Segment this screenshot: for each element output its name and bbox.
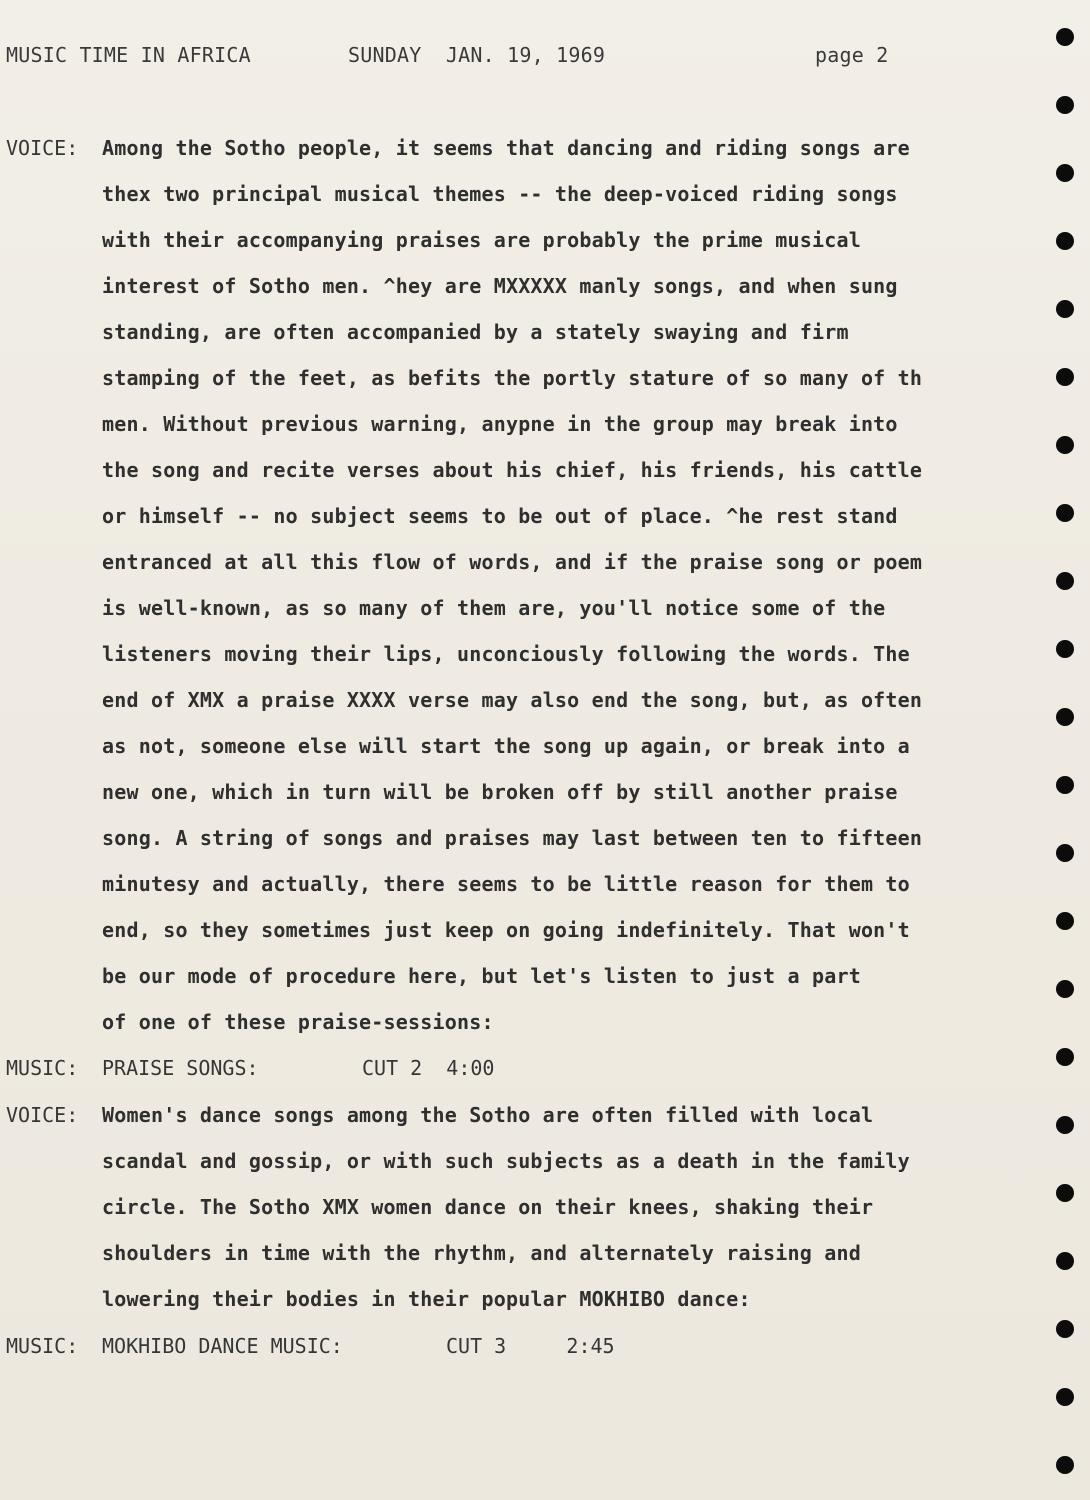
binder-hole bbox=[1056, 640, 1074, 658]
binder-hole bbox=[1056, 368, 1074, 386]
script-line: with their accompanying praises are probably the prime musical bbox=[102, 228, 861, 252]
script-line: new one, which in turn will be broken off by still another praise bbox=[102, 780, 898, 804]
script-line: listeners moving their lips, unconciously following the words. The bbox=[102, 642, 910, 666]
script-line: end of XMX a praise XXXX verse may also end the song, but, as often bbox=[102, 688, 923, 712]
binder-hole bbox=[1056, 96, 1074, 114]
binder-hole bbox=[1056, 1456, 1074, 1474]
binder-hole bbox=[1056, 1048, 1074, 1066]
script-line: standing, are often accompanied by a stately swaying and firm bbox=[102, 320, 849, 344]
script-line: Women's dance songs among the Sotho are often filled with local bbox=[102, 1103, 874, 1127]
script-line: stamping of the feet, as befits the portly stature of so many of th bbox=[102, 366, 923, 390]
speaker-label-music: MUSIC: bbox=[6, 1056, 79, 1080]
binder-hole bbox=[1056, 776, 1074, 794]
script-line: of one of these praise-sessions: bbox=[102, 1010, 494, 1034]
binder-hole bbox=[1056, 980, 1074, 998]
music-cue-cut: CUT 2 4:00 bbox=[362, 1056, 495, 1080]
script-line: circle. The Sotho XMX women dance on their knees, shaking their bbox=[102, 1195, 874, 1219]
script-line: shoulders in time with the rhythm, and alternately raising and bbox=[102, 1241, 861, 1265]
music-cue-title: PRAISE SONGS: bbox=[102, 1056, 259, 1080]
script-line: song. A string of songs and praises may last between ten to fifteen bbox=[102, 826, 923, 850]
script-line: minutesy and actually, there seems to be little reason for them to bbox=[102, 872, 910, 896]
script-line: or himself -- no subject seems to be out of place. ^he rest stand bbox=[102, 504, 898, 528]
script-line: is well-known, as so many of them are, you'll notice some of the bbox=[102, 596, 886, 620]
speaker-label-voice: VOICE: bbox=[6, 136, 79, 160]
binder-hole bbox=[1056, 164, 1074, 182]
script-line: as not, someone else will start the song up again, or break into a bbox=[102, 734, 910, 758]
speaker-label-voice: VOICE: bbox=[6, 1103, 79, 1127]
speaker-label-music: MUSIC: bbox=[6, 1334, 79, 1358]
page-number: page 2 bbox=[815, 43, 889, 67]
binder-hole bbox=[1056, 1116, 1074, 1134]
script-line: interest of Sotho men. ^hey are MXXXXX manly songs, and when sung bbox=[102, 274, 898, 298]
script-line: thex two principal musical themes -- the deep-voiced riding songs bbox=[102, 182, 898, 206]
binder-hole bbox=[1056, 1388, 1074, 1406]
binder-hole bbox=[1056, 436, 1074, 454]
program-title: MUSIC TIME IN AFRICA bbox=[6, 43, 251, 67]
script-line: Among the Sotho people, it seems that dancing and riding songs are bbox=[102, 136, 910, 160]
script-line: men. Without previous warning, anypne in the group may break into bbox=[102, 412, 898, 436]
binder-hole bbox=[1056, 844, 1074, 862]
binder-hole bbox=[1056, 232, 1074, 250]
binder-hole bbox=[1056, 912, 1074, 930]
binder-holes bbox=[1054, 22, 1076, 1492]
script-line: the song and recite verses about his chief, his friends, his cattle bbox=[102, 458, 923, 482]
music-cue-cut: CUT 3 2:45 bbox=[446, 1334, 615, 1358]
binder-hole bbox=[1056, 504, 1074, 522]
script-line: entranced at all this flow of words, and if the praise song or poem bbox=[102, 550, 923, 574]
binder-hole bbox=[1056, 1320, 1074, 1338]
script-line: lowering their bodies in their popular MOKHIBO dance: bbox=[102, 1287, 751, 1311]
music-cue-title: MOKHIBO DANCE MUSIC: bbox=[102, 1334, 343, 1358]
binder-hole bbox=[1056, 1252, 1074, 1270]
binder-hole bbox=[1056, 572, 1074, 590]
script-line: scandal and gossip, or with such subjects as a death in the family bbox=[102, 1149, 910, 1173]
binder-hole bbox=[1056, 300, 1074, 318]
script-line: be our mode of procedure here, but let's listen to just a part bbox=[102, 964, 861, 988]
binder-hole bbox=[1056, 708, 1074, 726]
binder-hole bbox=[1056, 28, 1074, 46]
broadcast-date: SUNDAY JAN. 19, 1969 bbox=[348, 43, 606, 67]
script-line: end, so they sometimes just keep on going indefinitely. That won't bbox=[102, 918, 910, 942]
binder-hole bbox=[1056, 1184, 1074, 1202]
